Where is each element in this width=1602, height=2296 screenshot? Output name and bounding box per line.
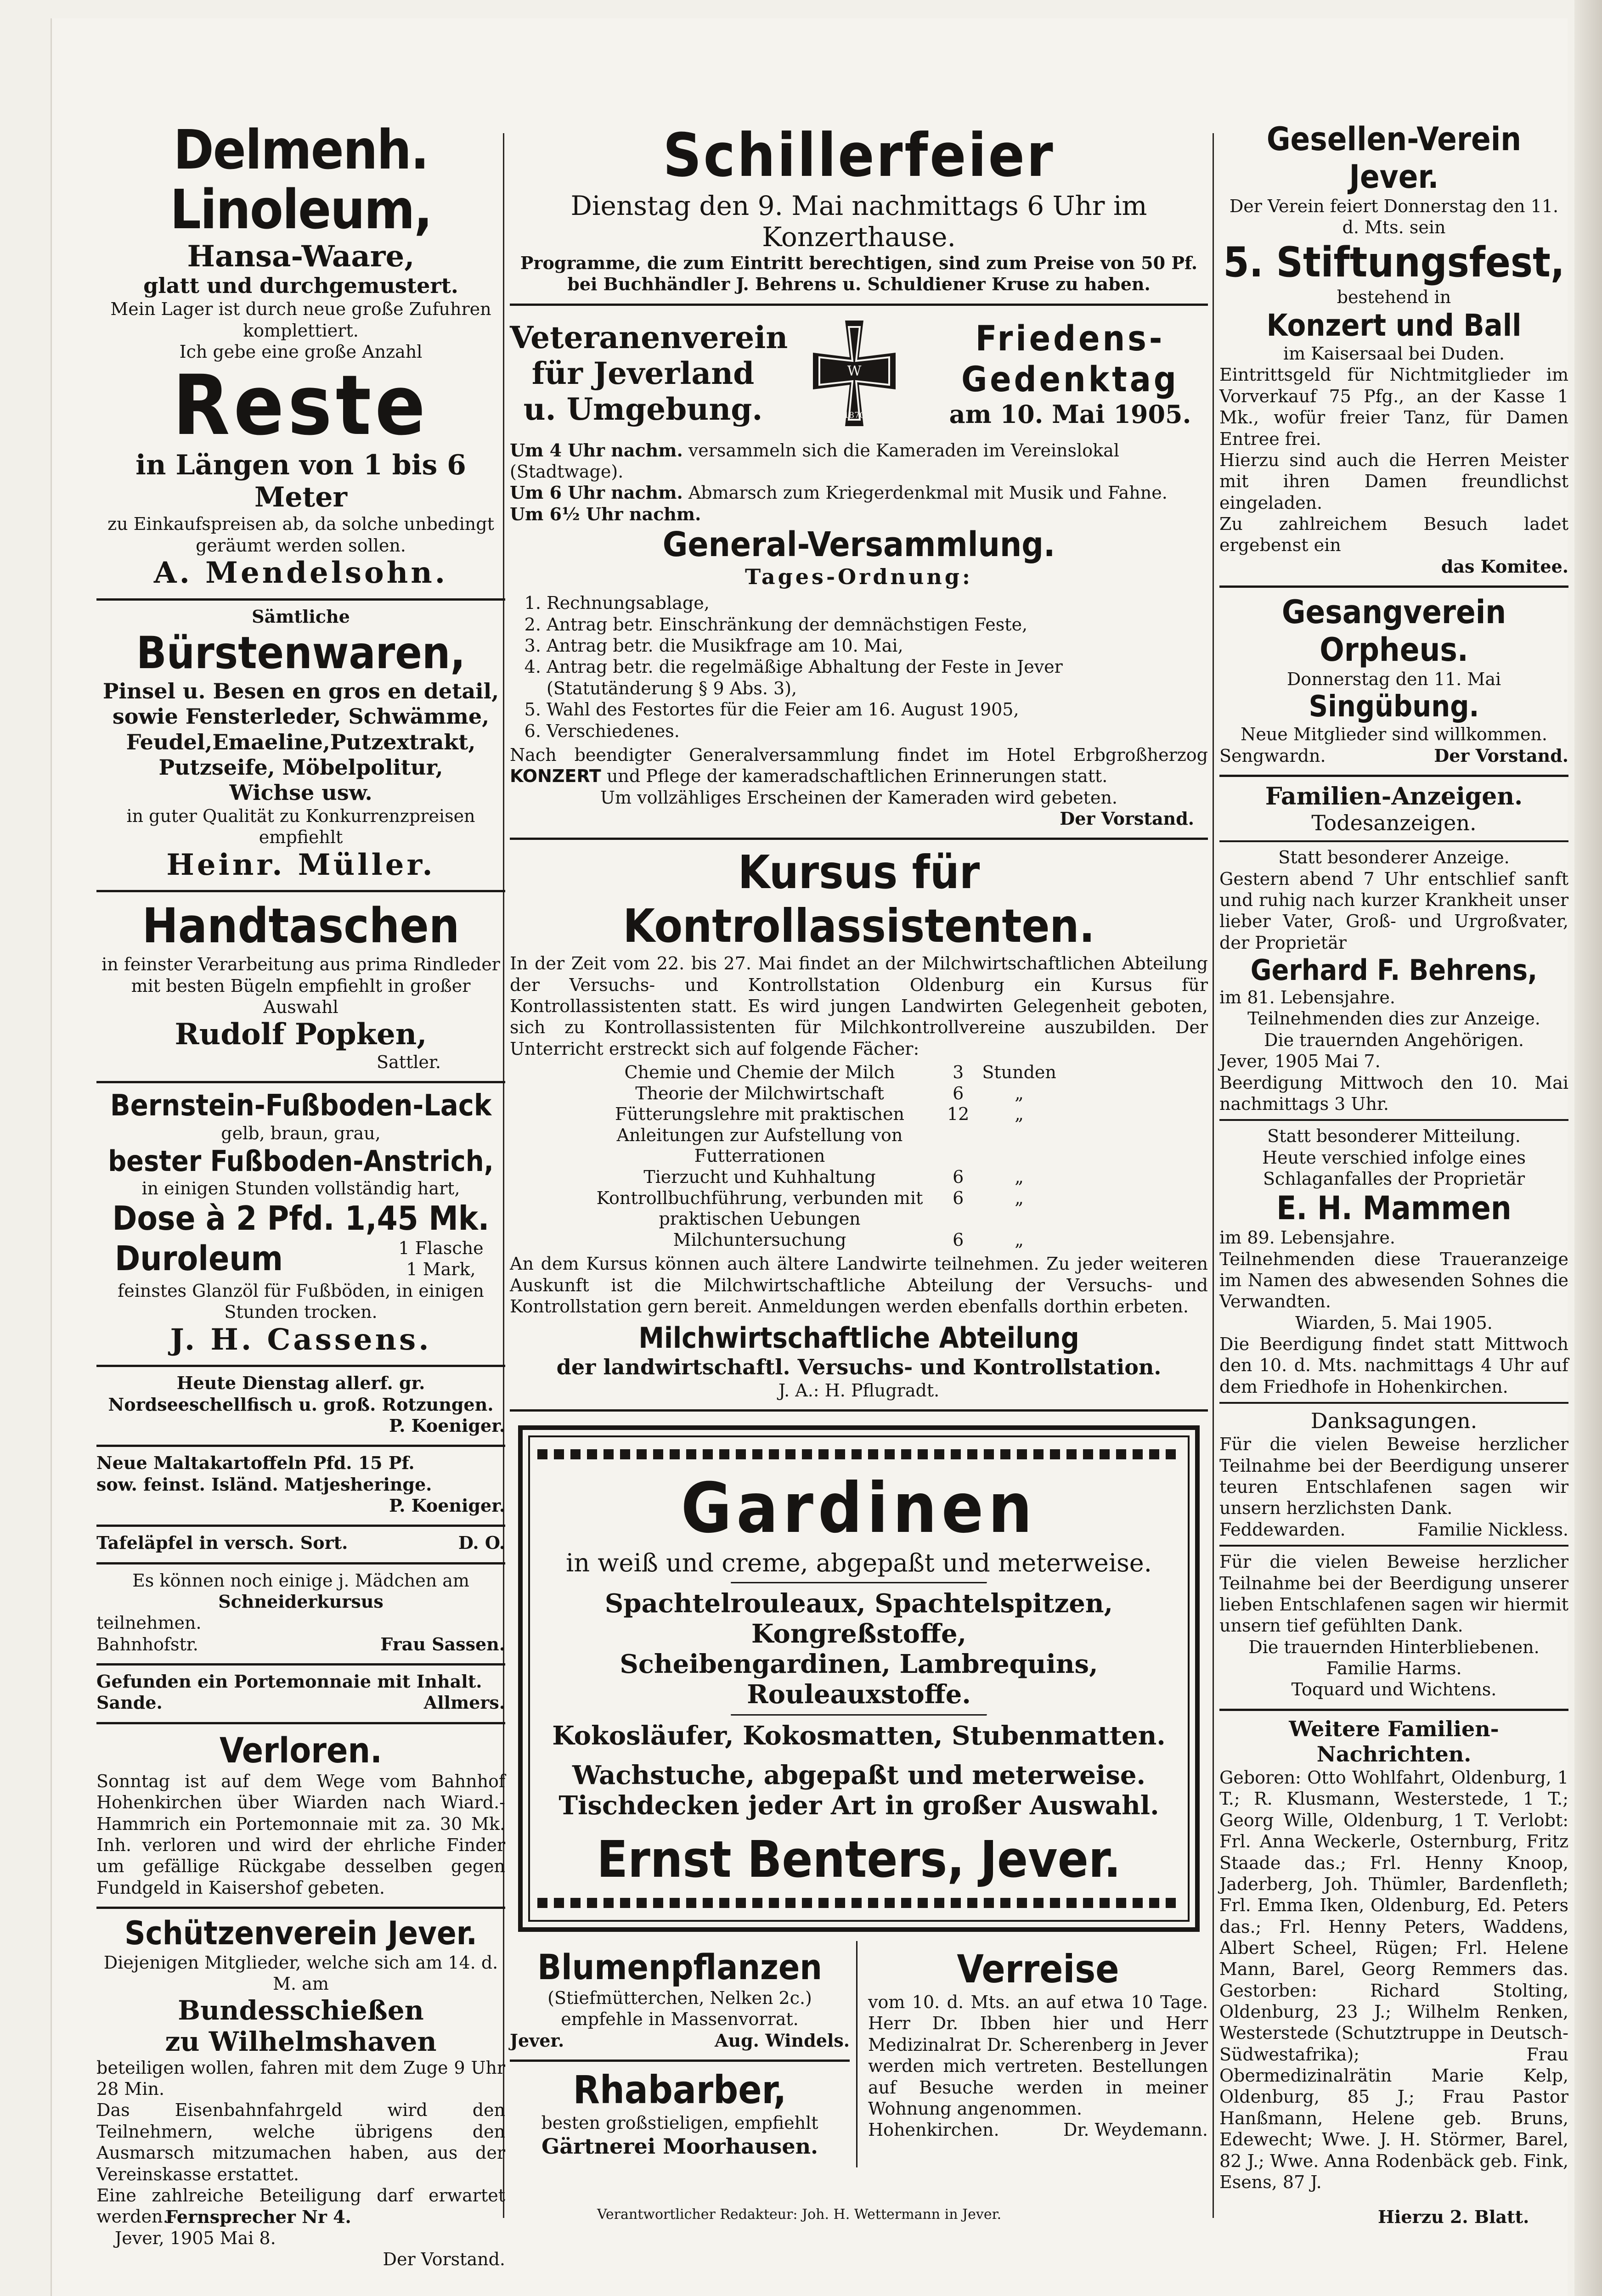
notice-date: Wiarden, 5. Mai 1905. (1295, 1312, 1493, 1333)
notice-place: Feddewarden. (1219, 1519, 1346, 1540)
ad-title: u. Umgebung. (523, 391, 763, 427)
ad-title: Delmenh. Linoleum, (170, 118, 432, 241)
ad-signature: Gärtnerei Moorhausen. (541, 2133, 818, 2159)
ad-signature: A. Mendelsohn. (153, 556, 448, 591)
course-hours: 3 (953, 1062, 964, 1083)
ad-lost (96, 1724, 505, 1909)
ad-text: zu Einkaufspreisen ab, da solche unbedingt geräumt werden sollen. (107, 514, 494, 556)
notice-signature: Familie Harms. (1326, 1658, 1462, 1678)
ad-signature: Aug. Windels. (714, 2030, 850, 2051)
ad-text: Gefunden ein Portemonnaie mit Inhalt. (96, 1671, 482, 1692)
column-divider-right (1213, 133, 1214, 2218)
agenda-item: 4. Antrag betr. die regelmäßige Abhaltung der Feste in Jever (Statutänderung § 9 Abs. 3), (547, 656, 1208, 699)
ad-text: Diejenigen Mitglieder, welche sich am 14. d. M. am (103, 1952, 498, 1994)
ad-line: Wachstuche, abgepaßt und meterweise. (572, 1760, 1145, 1791)
ad-line: Kokosläufer, Kokosmatten, Stubenmatten. (552, 1721, 1166, 1751)
ad-text: bestehend in (1337, 287, 1451, 307)
ad-text: in guter Qualität zu Konkurrenzpreisen empfiehlt (126, 806, 475, 848)
ad-place: Bahnhofstr. (96, 1634, 198, 1654)
ad-text: Eine zahlreiche Beteiligung darf erwartet werden. (96, 2185, 505, 2227)
cross-year: 1870 (844, 410, 865, 420)
ad-floor-lacquer (96, 1083, 505, 1367)
ad-subtitle: glatt und durchgemustert. (143, 273, 458, 298)
ad-title: Verreise (957, 1947, 1119, 1992)
ad-signature: Rudolf Popken, (175, 1017, 427, 1052)
ad-text: Nach beendigter Generalversammlung findet im Hotel Erbgroßherzog (510, 744, 1208, 765)
ad-product: Duroleum (115, 1239, 283, 1279)
ad-title: Gesangverein Orpheus. (1281, 593, 1506, 669)
notice-text: Die trauernden Angehörigen. (1264, 1030, 1524, 1050)
ad-subtitle: Tages-Ordnung: (745, 564, 973, 590)
notice-signature: Toquard und Wichtens. (1291, 1679, 1497, 1700)
footer-supplement: Hierzu 2. Blatt. (1378, 2206, 1529, 2227)
ad-line: in weiß und creme, abgepaßt und meterweise. (566, 1548, 1152, 1578)
ad-signature: Der Vorstand. (1434, 745, 1568, 766)
ad-title: Schillerfeier (663, 120, 1055, 190)
ad-date: am 10. Mai 1905. (949, 399, 1191, 429)
ad-title: Bernstein-Fußboden-Lack (110, 1089, 492, 1123)
ad-place: Hohenkirchen. (868, 2120, 999, 2140)
ad-text: in Längen von 1 bis 6 Meter (135, 449, 466, 514)
notice-text: Teilnehmenden dies zur Anzeige. (1247, 1008, 1540, 1029)
ad-text: Der Verein feiert Donnerstag den 11. d. Mts. sein (1229, 196, 1559, 238)
ad-text: Heute Dienstag allerf. gr. Nordseeschellfisch u. groß. Rotzungen. (108, 1373, 494, 1415)
ad-big: Singübung. (1309, 690, 1479, 724)
ad-text: Es können noch einige j. Mädchen am (132, 1570, 469, 1591)
ad-signature: Frau Sassen. (380, 1633, 505, 1654)
table-row (579, 1230, 1063, 1251)
ad-linoleum (96, 115, 505, 601)
ad-signature: Milchwirtschaftliche Abteilung (638, 1321, 1079, 1355)
divider (1219, 1402, 1568, 1404)
agenda-item: 5. Wahl des Festortes für die Feier am 16. August 1905, (547, 699, 1208, 720)
table-row (579, 1167, 1063, 1188)
ad-curtains (518, 1425, 1200, 1932)
section-title: Weitere Familien-Nachrichten. (1289, 1716, 1499, 1767)
notice-text: Beerdigung Mittwoch den 10. Mai nachmittags 3 Uhr. (1219, 1072, 1568, 1114)
border-ornament (537, 1449, 1180, 1459)
section-subtitle: Todesanzeigen. (1311, 810, 1477, 836)
ad-signature: Heinr. Müller. (166, 847, 435, 882)
border-ornament (537, 1898, 1180, 1908)
ad-title: Rhabarber, (573, 2067, 787, 2113)
ad-rhubarb (510, 2062, 850, 2167)
ad-apples (96, 1527, 505, 1564)
deceased-name: Gerhard F. Behrens, (1250, 953, 1538, 987)
table-row (579, 1062, 1063, 1083)
ad-text: Eintrittsgeld für Nichtmitglieder im Vorverkauf 75 Pfg., an der Kasse 1 Mk., wofür freier Tanz, für Damen Entree frei. (1219, 365, 1568, 449)
ad-text: sow. feinst. Isländ. Matjesheringe. (96, 1474, 432, 1495)
ad-text: in einigen Stunden vollständig hart, (141, 1178, 460, 1199)
ad-text: Neue Maltakartoffeln Pfd. 15 Pf. (96, 1452, 415, 1474)
ad-title: für Jeverland (531, 355, 755, 391)
ad-title: Friedens- (975, 317, 1165, 359)
notice-date: Jever, 1905 Mai 7. (1219, 1051, 1381, 1072)
agenda-item: 6. Verschiedenes. (547, 720, 1208, 742)
ad-big-word: Reste (172, 358, 429, 454)
course-unit: „ (1015, 1167, 1024, 1187)
ad-line: Bundesschießen (178, 1994, 424, 2026)
ad-potatoes (96, 1447, 505, 1527)
ad-brushes (96, 601, 505, 893)
ad-line: bester Fußboden-Anstrich, (108, 1144, 494, 1178)
course-subject: Kontrollbuchführung, verbunden mit praktischen Uebungen (596, 1187, 923, 1229)
divider (731, 1714, 987, 1716)
ad-signature: Der Vorstand. (383, 2249, 505, 2269)
notice-text: Für die vielen Beweise herzlicher Teilnahme bei der Beerdigung unserer lieben Entschlafenen sagen wir hiermit unsern tief gefühlten Dank. (1219, 1552, 1568, 1636)
ad-text: gelb, braun, grau, (221, 1123, 381, 1144)
ad-title: Blumenpflanzen (537, 1947, 822, 1988)
ad-time: Um 6½ Uhr nachm. (510, 503, 701, 524)
notice-text: Geboren: Otto Wohlfahrt, Oldenburg, 1 T.; R. Klusmann, Westerstede, 1 T.; Georg Wille, Oldenburg, 1 T. Verlobt: Frl. Anna Weckerle, Osternburg, Fritz Staade das.; Frl. Henny Knoop, Jaderberg, Joh. Thümler, Bardenfleth; Frl. Emma Iken, Oldenburg, Ed. Peters das.; Frl. Henny Peters, Waddens, Albert Scheel, Rügen; Frl. Helene Mann, Barel, Georg Remmers das. Gestorben: Richard Stolting, Oldenburg, 23 J.; Wilhelm Renken, Westerstede (Schutztruppe in Deutsch-Südwestafrika); Frau Obermedizinalrätin Marie Kelp, Oldenburg, 85 J.; Frau Pastor Hanßmann, Helene geb. Bruns, Edewecht; Wwe. J. H. Störmer, Barel, 82 J.; Wwe. Anna Rodenbäck geb. Fink, Esens, 87 J. (1219, 1767, 1568, 2192)
ad-signature: J. H. Cassens. (170, 1322, 432, 1357)
ad-text: Tafeläpfel in versch. Sort. (96, 1532, 348, 1553)
ad-text: Um vollzähliges Erscheinen der Kameraden wird gebeten. (600, 787, 1117, 808)
ad-course (510, 840, 1208, 1412)
ad-found-purse (96, 1666, 505, 1724)
notice-text: im 81. Lebensjahre. (1219, 987, 1395, 1008)
notice-text: Heute verschied infolge eines Schlaganfalles der Proprietär (1262, 1147, 1526, 1189)
deceased-name: E. H. Mammen (1276, 1189, 1512, 1227)
ad-line: zu Wilhelmshaven (165, 2026, 437, 2057)
section-title: Familien-Anzeigen. (1265, 782, 1523, 811)
ad-text: Mein Lager ist durch neue große Zufuhren komplettiert. (110, 299, 491, 341)
ad-price: Dose à 2 Pfd. 1,45 Mk. (112, 1199, 490, 1238)
ad-title: Veteranenverein (510, 319, 788, 355)
ad-signature: Allmers. (423, 1692, 505, 1713)
ad-place: Sande. (96, 1692, 163, 1713)
iron-cross-icon (795, 311, 914, 435)
ad-signature: das Komitee. (1441, 556, 1568, 577)
ad-time: Um 4 Uhr nachm. (510, 439, 683, 461)
family-notices (1219, 777, 1568, 1711)
ad-line: Wichse usw. (229, 780, 372, 805)
course-subject: Tierzucht und Kuhhaltung (643, 1167, 876, 1187)
ad-text: Das Eisenbahnfahrgeld wird den Teilnehmern, welche übrigens den Ausmarsch mitzumachen haben, aus der Vereinskasse erstattet. (96, 2100, 505, 2184)
course-hours: 6 (953, 1187, 964, 1208)
cross-letter: W (847, 363, 862, 379)
notice-text: Für die vielen Beweise herzlicher Teilnahme bei der Beerdigung unserer teuren Entschlafenen sagen wir unsern herzlichsten Dank. (1219, 1434, 1568, 1519)
ad-text: Ich gebe eine große Anzahl (179, 342, 423, 362)
ad-big: Konzert und Ball (1266, 308, 1522, 343)
ad-fish (96, 1367, 505, 1447)
course-unit: Stunden (982, 1062, 1056, 1083)
divider (731, 1582, 987, 1584)
agenda-item: 3. Antrag betr. die Musikfrage am 10. Mai, (547, 635, 1208, 656)
course-subject: Fütterungslehre mit praktischen Anleitungen zur Aufstellung von Futterrationen (615, 1104, 904, 1166)
ad-title: Schützenverein Jever. (124, 1914, 477, 1952)
agenda-list (547, 592, 1208, 742)
divider (1219, 1545, 1568, 1547)
ad-text: Programme, die zum Eintritt berechtigen, sind zum Preise von 50 Pf. bei Buchhändler J. Behrens u. Schuldiener Kruse zu haben. (520, 253, 1198, 295)
ad-signature: Ernst Benters, Jever. (597, 1830, 1121, 1889)
ad-title: Gesellen-Verein Jever. (1266, 120, 1522, 196)
ad-text: Schneiderkursus (218, 1591, 384, 1612)
ad-orpheus (1219, 588, 1568, 777)
ad-text: und Pflege der kameradschaftlichen Erinnerungen statt. (606, 766, 1108, 787)
ad-line: Feudel,Emaeline,Putzextrakt, (126, 729, 476, 754)
ad-veterans (510, 306, 1208, 840)
course-unit: „ (1015, 1187, 1024, 1208)
ad-plants (510, 1941, 850, 2062)
ad-date: Jever, 1905 Mai 8. (115, 2228, 276, 2248)
ad-subtitle: General-Versammlung. (662, 525, 1055, 565)
ad-journeymen (1219, 115, 1568, 588)
course-hours: 6 (953, 1229, 964, 1250)
course-unit: „ (1015, 1104, 1024, 1125)
course-hours: 6 (953, 1167, 964, 1187)
ad-text: beteiligen wollen, fahren mit dem Zuge 9 Uhr 28 Min. (96, 2057, 505, 2099)
ad-text: Zu zahlreichem Besuch ladet ergebenst ein (1219, 513, 1568, 556)
ad-signature: J. A.: H. Pflugradt. (778, 1380, 940, 1401)
course-hours: 6 (953, 1083, 964, 1103)
right-column (1219, 115, 1568, 2201)
notice-signature: Die trauernden Hinterbliebenen. (1248, 1637, 1540, 1657)
course-table (579, 1062, 1063, 1250)
notice-text: Statt besonderer Anzeige. (1278, 847, 1510, 868)
ad-title: Gedenktag (961, 358, 1179, 400)
ad-signature: P. Koeniger. (389, 1495, 505, 1516)
notice-text: im 89. Lebensjahre. (1219, 1227, 1395, 1248)
ad-text: Sonntag ist auf dem Wege vom Bahnhof Hohenkirchen über Wiarden nach Wiard.-Hammrich ein Portemonnaie mit za. 30 Mk. Inh. verloren und wird der ehrliche Finder um gefällige Rückgabe desselben gegen Fundgeld in Kaisershof gebeten. (96, 1771, 505, 1898)
ad-title: Verloren. (219, 1729, 383, 1771)
ad-pretitle: Sämtliche (252, 606, 350, 627)
section-subtitle: Danksagungen. (1310, 1408, 1478, 1434)
ad-place: Jever. (510, 2030, 564, 2051)
ad-line: sowie Fensterleder, Schwämme, (112, 704, 490, 729)
notice-text: Die Beerdigung findet statt Mittwoch den 10. d. Mts. nachmittags 4 Uhr auf dem Friedhofe in Hohenkirchen. (1219, 1334, 1568, 1397)
agenda-item: 2. Antrag betr. Einschränkung der demnächstigen Feste, (547, 614, 1208, 635)
footer-phone: Fernsprecher Nr 4. (165, 2206, 351, 2227)
ad-text: teilnehmen. (96, 1613, 202, 1633)
course-hours: 12 (947, 1104, 970, 1125)
ad-line: Tischdecken jeder Art in großer Auswahl. (558, 1790, 1159, 1821)
ad-text: besten großstieligen, empfiehlt (541, 2113, 818, 2133)
ad-line: Pinsel u. Besen en gros en detail, (102, 679, 499, 704)
family-news (1219, 1711, 1568, 2201)
ad-text: Donnerstag den 11. Mai (1286, 669, 1501, 690)
ad-line: Dienstag den 9. Mai nachmittags 6 Uhr im Konzerthause. (570, 190, 1147, 253)
ad-text: (Stiefmütterchen, Nelken 2c.) empfehle in Massenvorrat. (547, 1988, 812, 2030)
notice-signature: Familie Nickless. (1417, 1519, 1568, 1540)
ad-text: Abmarsch zum Kriegerdenkmal mit Musik und Fahne. (688, 483, 1168, 503)
ad-text: vom 10. d. Mts. an auf etwa 10 Tage. Herr Dr. Ibben hier und Herr Medizinalrat Dr. Scherenberg in Jever werden mich vertreten. Bestellungen auf Besuche werden in meiner Wohnung angenommen. (868, 1992, 1208, 2119)
ad-signature: D. O. (458, 1532, 505, 1553)
table-row (579, 1104, 1063, 1167)
ad-text: feinstes Glanzöl für Fußböden, in einigen Stunden trocken. (118, 1280, 484, 1322)
ad-title: Kursus für Kontrollassistenten. (623, 845, 1095, 953)
middle-column (510, 115, 1208, 2167)
ad-title: Bürstenwaren, (136, 627, 466, 679)
ad-big: 5. Stiftungsfest, (1223, 238, 1565, 287)
course-unit: „ (1015, 1229, 1024, 1250)
divider (1219, 1119, 1568, 1121)
ad-text: An dem Kursus können auch ältere Landwirte teilnehmen. Zu jeder weiteren Auskunft ist die Milchwirtschaftliche Abteilung der Versuchs- und Kontrollstation gern bereit. Anmeldungen werden ebenfalls dorthin erbeten. (510, 1254, 1208, 1317)
ad-place: Sengwardn. (1219, 745, 1326, 766)
ad-text: Hierzu sind auch die Herren Meister mit ihren Damen freundlichst eingeladen. (1219, 450, 1568, 513)
ad-signature: Der Vorstand. (1060, 808, 1194, 829)
table-row (579, 1188, 1063, 1230)
ad-travel (868, 1941, 1208, 2149)
course-subject: Milchuntersuchung (673, 1229, 846, 1250)
notice-text: Teilnehmenden diese Traueranzeige im Namen des abwesenden Sohnes die Verwandten. (1219, 1249, 1568, 1312)
ad-text: In der Zeit vom 22. bis 27. Mai findet an der Milchwirtschaftlichen Abteilung der Versuchs- und Kontrollstation Oldenburg ein Kursus für Kontrollassistenten statt. Es wird jungen Landwirten Gelegenheit geboten, sich zu Kontrollassistenten für Milchkontrollvereine auszubilden. Der Unterricht erstreckt sich auf folgende Fächer: (510, 953, 1208, 1059)
agenda-item: 1. Rechnungsablage, (547, 592, 1208, 613)
course-subject: Chemie und Chemie der Milch (624, 1062, 895, 1083)
notice-text: Statt besonderer Mitteilung. (1267, 1126, 1521, 1147)
notice-text: Gestern abend 7 Uhr entschlief sanft und ruhig nach kurzer Krankheit unser lieber Vater, Groß- und Urgroßvater, der Proprietär (1219, 868, 1568, 953)
ad-sewing-course (96, 1564, 505, 1666)
ad-signature: P. Koeniger. (389, 1415, 505, 1436)
ad-text: 1 Flasche 1 Mark, (398, 1238, 484, 1280)
ad-title: Handtaschen (142, 898, 460, 954)
ad-handbags (96, 892, 505, 1083)
ad-line: Spachtelrouleaux, Spachtelspitzen, Kongreßstoffe, (604, 1588, 1113, 1649)
page-edge (1574, 0, 1602, 2296)
ad-text: in feinster Verarbeitung aus prima Rindleder mit besten Bügeln empfiehlt in großer Auswahl (102, 954, 500, 1018)
table-row (579, 1083, 1063, 1104)
ad-schiller (510, 115, 1208, 306)
ad-text: im Kaisersaal bei Duden. (1283, 343, 1505, 364)
ad-text: versammeln sich die Kameraden im Vereinslokal (Stadtwage). (510, 440, 1119, 482)
divider (1219, 840, 1568, 842)
ad-subtitle: Hansa-Waare, (187, 239, 415, 274)
ad-title: Gardinen (681, 1469, 1037, 1549)
ad-time: Um 6 Uhr nachm. (510, 482, 683, 503)
ad-signature: der landwirtschaftl. Versuchs- und Kontrollstation. (556, 1354, 1162, 1379)
course-unit: „ (1015, 1083, 1024, 1103)
left-column (96, 115, 505, 2278)
ad-role: Sattler. (377, 1052, 441, 1073)
ad-text: Neue Mitglieder sind willkommen. (1241, 724, 1547, 745)
course-subject: Theorie der Milchwirtschaft (635, 1083, 884, 1103)
concert-label: KONZERT (510, 766, 601, 787)
ad-line: Scheibengardinen, Lambrequins, Rouleauxstoffe. (620, 1649, 1098, 1710)
footer-editor: Verantwortlicher Redakteur: Joh. H. Wettermann in Jever. (597, 2206, 1002, 2223)
ad-signature: Dr. Weydemann. (1063, 2120, 1208, 2140)
ad-line: Putzseife, Möbelpolitur, (158, 754, 443, 780)
